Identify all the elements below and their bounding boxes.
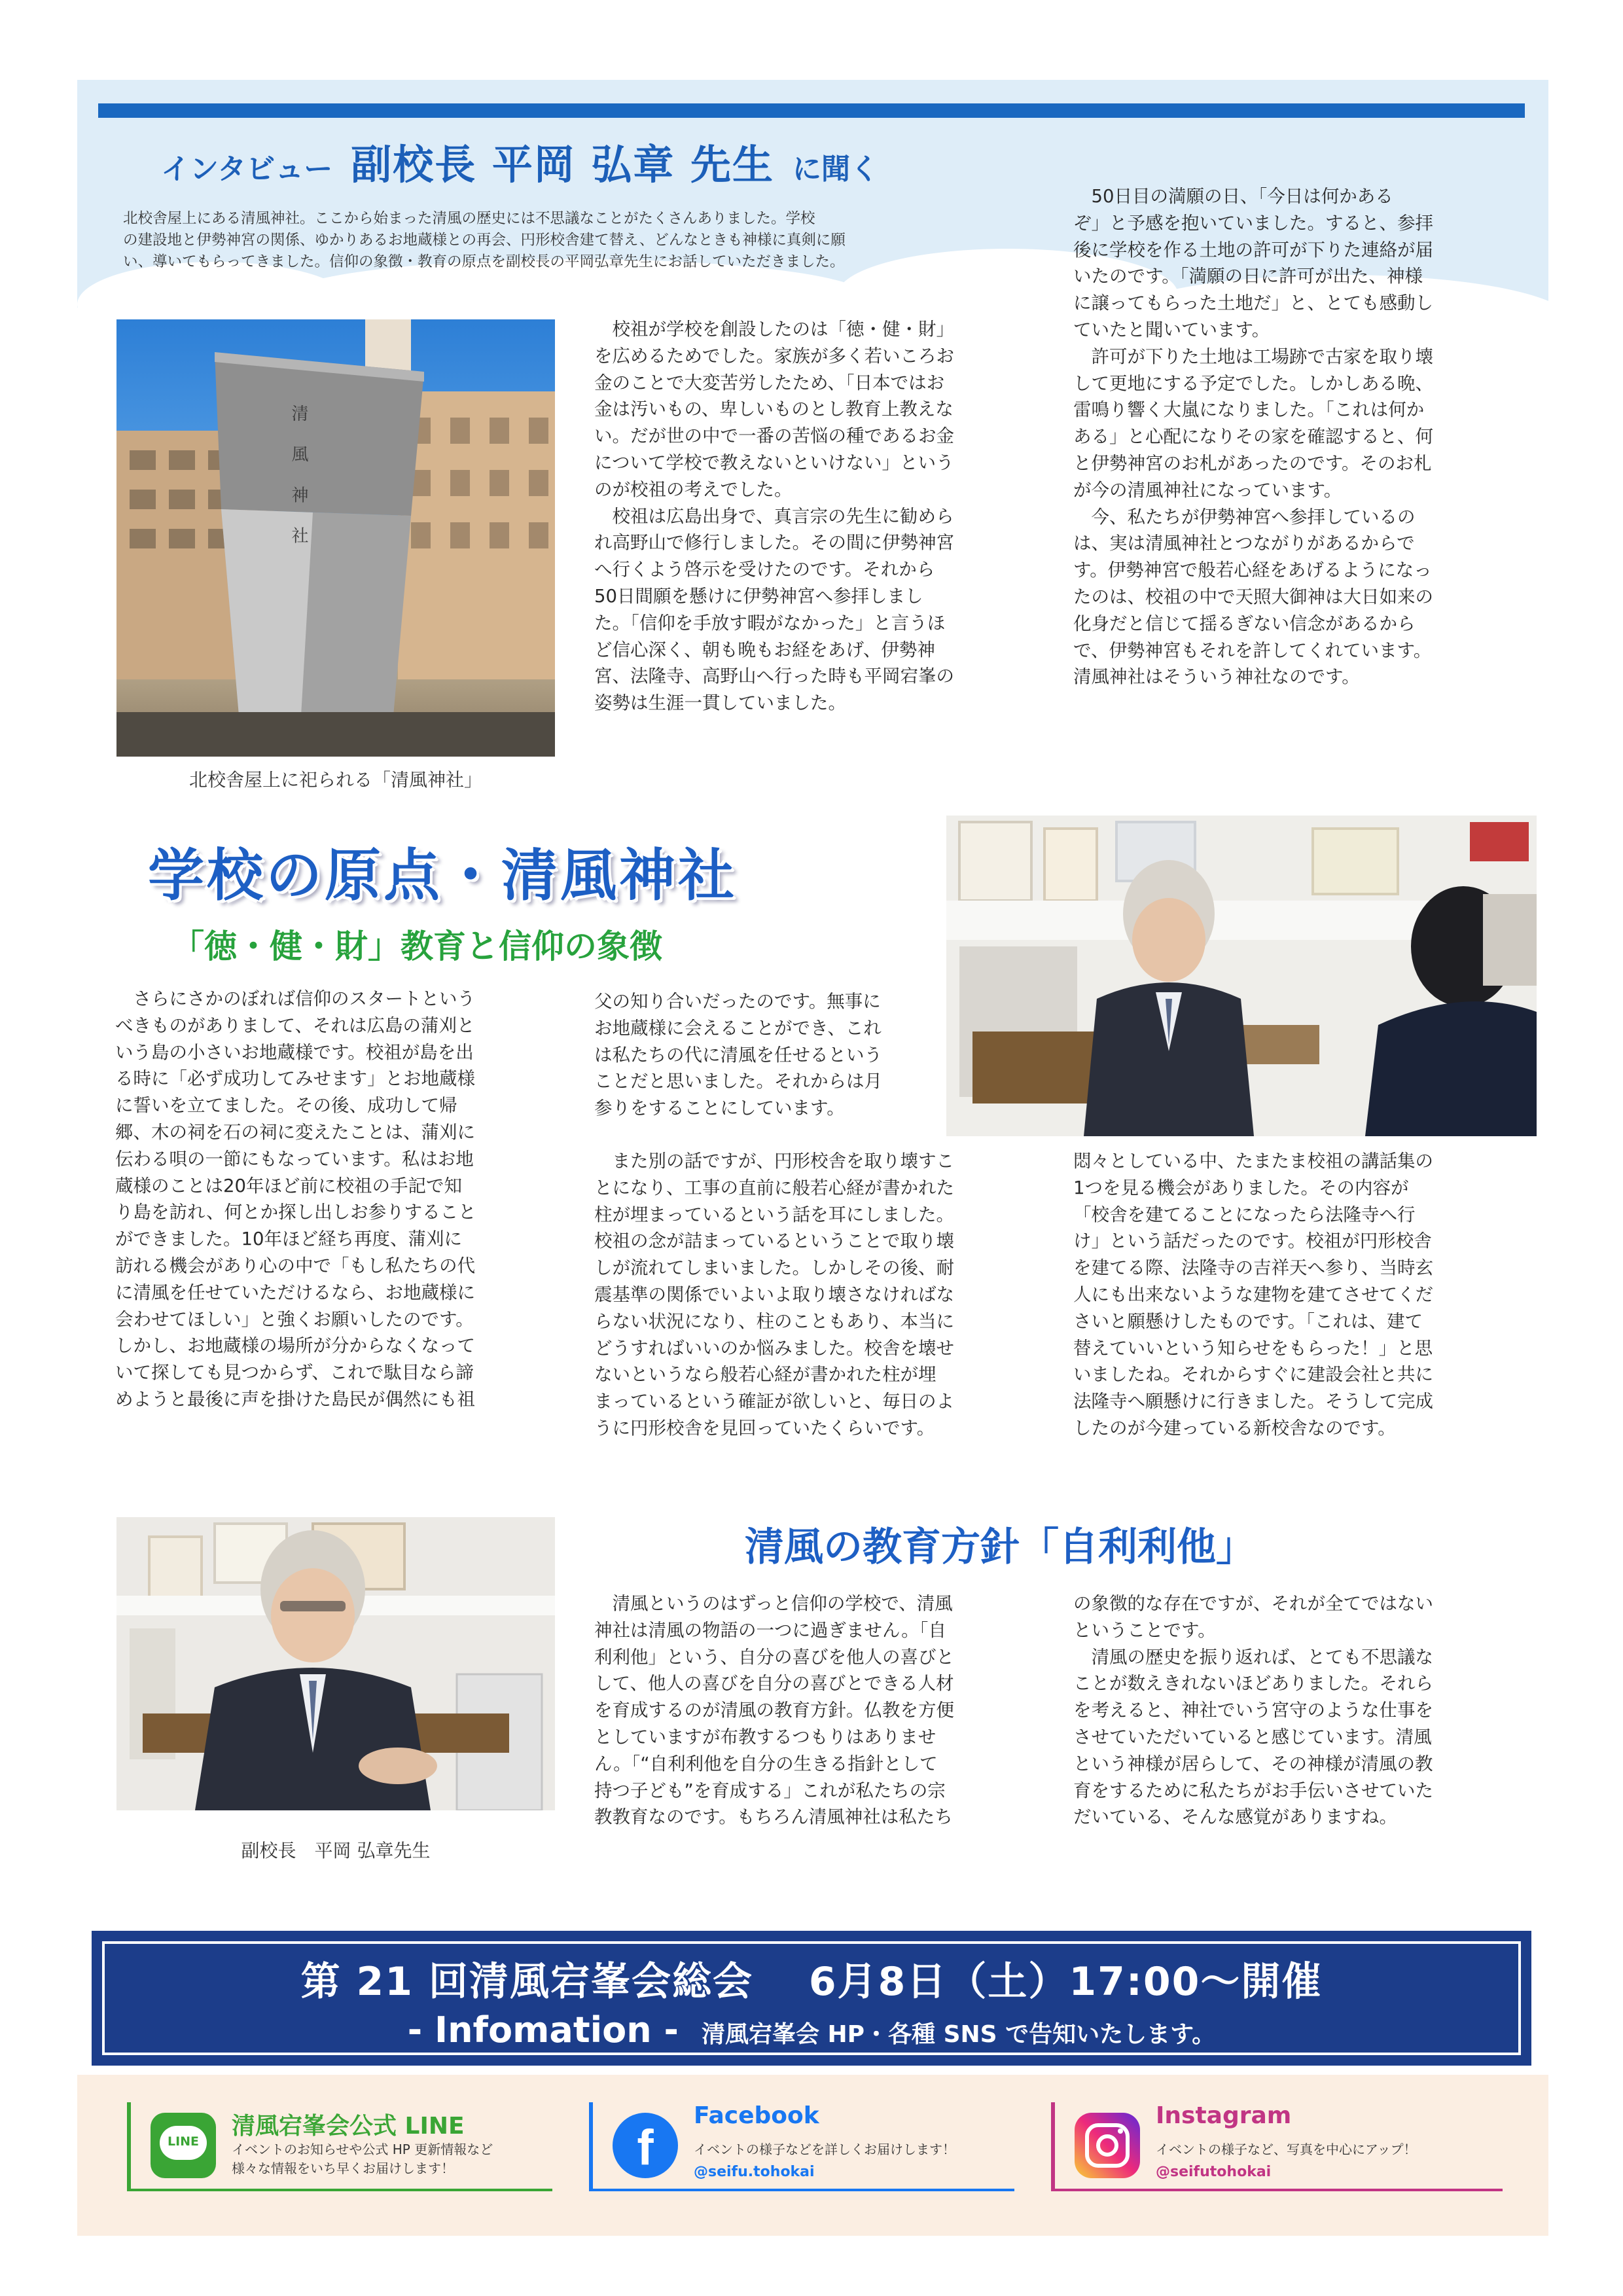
article-line: ができました。10年ほど経ち再度、蒲刈に (115, 1229, 462, 1250)
sns-instagram[interactable] (1051, 2075, 1503, 2236)
article-line: という神様が居らして、その神様が清風の教 (1073, 1753, 1433, 1774)
article-line: 雷鳴り響く大嵐になりました。「これは何か (1073, 399, 1425, 421)
article-line: 50日目の満願の日、「今日は何かある (1073, 186, 1393, 207)
article-line: へ行くよう啓示を受けたのです。それから (594, 559, 935, 581)
article-line: 化身だと信じて揺るぎない信念があるから (1073, 613, 1416, 634)
article-line: して更地にする予定でした。しかしある晩、 (1073, 372, 1433, 394)
intro-line: 北校舎屋上にある清風神社。ここから始まった清風の歴史には不思議なことがたくさんありました。学校 (123, 210, 815, 227)
article-line: ていたと聞いています。 (1073, 319, 1270, 340)
page-title (161, 132, 879, 191)
article-line: いう島の小さいお地蔵様です。校祖が島を出 (115, 1041, 474, 1063)
article-line: を育成するのが清風の教育方針。仏教を方便 (594, 1700, 954, 1721)
top-rule (98, 103, 1525, 118)
article-line: は私たちの代に清風を任せるという (594, 1044, 882, 1066)
article-line: 神社は清風の物語の一つに過ぎません。「自 (594, 1619, 946, 1641)
sns-line-accent (127, 2102, 131, 2189)
intro-paragraph (123, 208, 1025, 273)
sns-line-underline (127, 2189, 552, 2191)
article-line: 持つ子ども”を育成する」これが私たちの宗 (594, 1780, 946, 1801)
article-line: け」という話だったのです。校祖が円形校舎 (1073, 1230, 1432, 1252)
article-line: しかし、お地蔵様の場所が分からなくなって (115, 1335, 475, 1357)
article-line: 伝わる唄の一節にもなっています。私はお地 (115, 1148, 474, 1170)
article-line: と伊勢神宮のお札があったのです。そのお札 (1073, 452, 1432, 474)
article-line: たのは、校祖の中で天照大御神は大日如来の (1073, 586, 1433, 607)
article-line: さらにさかのぼれば信仰のスタートという (115, 988, 475, 1009)
sns-line-name[interactable]: 清風宕峯会公式 LINE (232, 2113, 465, 2140)
sns-footer (77, 2075, 1548, 2236)
article-line: 蔵様のことは20年ほど前に校祖の手記で知 (115, 1175, 462, 1196)
shrine-photo (116, 319, 555, 757)
article-line: 父の知り合いだったのです。無事に (594, 991, 881, 1012)
sns-facebook-accent (589, 2102, 593, 2189)
article-line: に清風を任せていただけるなら、お地蔵様に (115, 1282, 475, 1303)
article-line: 悶々としている中、たまたま校祖の講話集の (1073, 1151, 1433, 1172)
sns-facebook[interactable] (589, 2075, 1014, 2236)
article-column (594, 316, 1020, 717)
title-suffix: に聞く (793, 152, 880, 186)
info-tag: - Infomation - (407, 2009, 679, 2051)
facebook-icon[interactable] (613, 2113, 678, 2178)
article-line: めようと最後に声を掛けた島民が偶然にも祖 (115, 1388, 475, 1410)
article-line: ぞ」と予感を抱いていました。すると、参拝 (1073, 212, 1433, 234)
article-line: 教教育なのです。もちろん清風神社は私たち (594, 1806, 953, 1828)
article-line: らない状況になり、柱のこともあり、本当に (594, 1310, 954, 1332)
article-line: 育をするために私たちがお手伝いさせていた (1073, 1780, 1433, 1801)
article-line: り島を訪れ、何とか探し出しお参りすること (115, 1202, 476, 1223)
instagram-icon-lens (1096, 2134, 1118, 2157)
article-line: うに円形校舎を見回っていたくらいです。 (594, 1417, 935, 1439)
article-line: 会わせてほしい」と強くお願いしたのです。 (115, 1308, 474, 1330)
article-line: のが校祖の考えでした。 (594, 478, 793, 500)
event-banner (92, 1931, 1531, 2066)
intro-line: い、導いてもらってきました。信仰の象徴・教育の原点を副校長の平岡弘章先生にお話していただきました。 (123, 253, 845, 270)
article-line: 宮、法隆寺、高野山へ行った時も平岡宕峯の (594, 666, 954, 687)
shrine-illustration (116, 319, 555, 757)
article-line: を建てる際、法隆寺の吉祥天へ参り、当時玄 (1073, 1257, 1433, 1279)
article-line: が今の清風神社になっています。 (1073, 479, 1342, 501)
article-line: ど信心深く、朝も晩もお経をあげ、伊勢神 (594, 639, 935, 660)
article-line: さいと願懸けしたものです。「これは、建て (1073, 1310, 1423, 1332)
info-text: 清風宕峯会 HP・各種 SNS で告知いたします。 (702, 2021, 1216, 2048)
article-line: 震基準の関係でいよいよ取り壊さなければな (594, 1283, 954, 1305)
article-line: ということです。 (1073, 1619, 1216, 1641)
article-line: 「校舎を建てることになったら法隆寺へ行 (1073, 1204, 1416, 1225)
article-line: 50日間願を懸けに伊勢神宮へ参拝しまし (594, 585, 923, 607)
article-line: 後に学校を作る土地の許可が下りた連絡が届 (1073, 239, 1433, 260)
article-line: まっているという確証が欲しいと、毎日のよ (594, 1391, 954, 1412)
article-line: 校祖が学校を創設したのは「徳・健・財」 (594, 319, 954, 340)
article-column (1073, 1148, 1499, 1442)
intro-line: の建設地と伊勢神宮の関係、ゆかりあるお地蔵様との再会、円形校舎建て替え、どんなときも神様に真剣に願 (123, 232, 846, 249)
article-line: 今、私たちが伊勢神宮へ参拝しているの (1073, 506, 1416, 528)
sns-line-desc-line: 様々な情報をいち早くお届けします！ (232, 2161, 454, 2176)
article-line: いて探しても見つからず、これで駄目なら諦 (115, 1362, 474, 1384)
sns-instagram-desc: イベントの様子など、写真を中心にアップ！ (1156, 2142, 1417, 2157)
article-line: 1つを見る機会がありました。その内容が (1073, 1177, 1409, 1198)
article-line: したのが今建っている新校舎なのです。 (1073, 1417, 1396, 1439)
article-column (594, 1590, 1020, 1831)
article-line: 利利他」という、自分の喜びを他人の喜びと (594, 1646, 954, 1668)
article-line: る時に「必ず成功してみせます」とお地蔵様 (115, 1068, 475, 1090)
line-icon-label: LINE (167, 2134, 200, 2149)
section-heading-main: 学校の原点・清風神社 (148, 843, 737, 908)
article-line: 法隆寺へ願懸けに行きました。そうして完成 (1073, 1391, 1433, 1412)
sns-line[interactable] (127, 2075, 552, 2236)
article-line: は、実は清風神社とつながりがあるからで (1073, 533, 1415, 554)
article-line: 清風神社はそういう神社なのです。 (1073, 666, 1360, 688)
article-line: の象徴的な存在ですが、それが全てではない (1073, 1593, 1433, 1614)
article-line: 柱が埋まっているという話を耳にしました。 (594, 1204, 954, 1225)
section-heading-policy: 清風の教育方針「自利利他」 (745, 1524, 1255, 1570)
article-line: に譲ってもらった土地だ」と、とても感動し (1073, 293, 1433, 314)
event-banner-frame (102, 1941, 1521, 2055)
sns-instagram-accent (1051, 2102, 1055, 2189)
article-line: 参りをすることにしています。 (594, 1098, 845, 1119)
article-line: して、他人の喜びを自分の喜びとできる人材 (594, 1673, 954, 1695)
article-line: ある」と心配になりその家を確認すると、何 (1073, 426, 1433, 448)
article-line: また別の話ですが、円形校舎を取り壊すこ (594, 1151, 954, 1172)
article-line: を考えると、神社でいう宮守のような仕事を (1073, 1700, 1433, 1721)
title-interviewee: 副校長 平岡 弘章 先生 (351, 141, 775, 188)
instagram-icon[interactable] (1075, 2113, 1140, 2178)
article-line: 金のことで大変苦労したため、「日本ではお (594, 372, 945, 393)
info-line (105, 2009, 1518, 2051)
article-line: とになり、工事の直前に般若心経が書かれた (594, 1177, 954, 1198)
event-announcement: 第 21 回清風宕峯会総会 6月8日（土）17:00〜開催 (300, 1959, 1323, 2005)
article-line: どうすればいいのか悩みました。校舎を壊せ (594, 1337, 954, 1359)
article-line: 替えていいという知らせをもらった！」と思 (1073, 1337, 1433, 1359)
facebook-icon-f: f (637, 2120, 654, 2176)
article-line: 郷、木の祠を石の祠に変えたことは、蒲刈に (115, 1121, 475, 1143)
article-line: いましたね。それからすぐに建設会社と共に (1073, 1364, 1433, 1386)
article-line: しが流れてしまいました。しかしその後、耐 (594, 1257, 954, 1279)
article-line: だいている、そんな感覚がありますね。 (1073, 1806, 1397, 1828)
article-line: ことが数えきれないほどありました。それら (1073, 1673, 1433, 1695)
article-line: としていますが布教するつもりはありませ (594, 1726, 936, 1748)
instagram-icon-dot (1118, 2128, 1123, 2134)
title-interview-label: インタビュー (161, 152, 333, 186)
article-line: 校祖の念が詰まっているということで取り壊 (594, 1230, 954, 1252)
article-line: について学校で教えないといけない」という (594, 452, 954, 473)
article-line: べきものがありまして、それは広島の蒲刈と (115, 1014, 475, 1036)
sns-line-desc (232, 2140, 493, 2178)
line-icon[interactable] (151, 2113, 216, 2178)
article-line: 清風というのはずっと信仰の学校で、清風 (594, 1593, 953, 1614)
article-line: 訪れる機会があり心の中で「もし私たちの代 (115, 1255, 475, 1276)
sns-facebook-desc: イベントの様子などを詳しくお届けします！ (694, 2142, 955, 2157)
sns-instagram-name[interactable]: Instagram (1156, 2102, 1292, 2129)
article-line: ないというなら般若心経が書かれた柱が埋 (594, 1364, 936, 1386)
article-column (115, 986, 541, 1413)
portrait-photo-caption: 副校長 平岡 弘章先生 (241, 1840, 431, 1861)
article-column (594, 1148, 1020, 1442)
section-subheading: 「徳・健・財」教育と信仰の象徴 (171, 927, 662, 965)
interview-illustration (946, 816, 1537, 1136)
sns-instagram-handle[interactable]: @seifutohokai (1156, 2164, 1272, 2180)
article-line: ことだと思いました。それからは月 (594, 1071, 882, 1092)
article-column (1073, 183, 1499, 691)
article-line: お地蔵様に会えることができ、これ (594, 1017, 882, 1039)
shrine-photo-caption: 北校舎屋上に祀られる「清風神社」 (188, 769, 482, 791)
article-line: 人にも出来ないような建物を建てさせてくだ (1073, 1283, 1433, 1305)
article-line: を広めるためでした。家族が多く若いころお (594, 345, 954, 367)
article-line: た。「信仰を手放す暇がなかった」と言うほ (594, 612, 946, 634)
article-line: させていただいていると感じています。清風 (1073, 1726, 1432, 1748)
article-line: 校祖は広島出身で、真言宗の先生に勧めら (594, 505, 954, 527)
stone-inscription: 清 風 神 社 (289, 404, 308, 553)
portrait-photo (116, 1517, 555, 1810)
article-column (1073, 1590, 1499, 1831)
sns-instagram-underline (1051, 2189, 1503, 2191)
article-line: いたのです。「満願の日に許可が出た、神様 (1073, 266, 1423, 287)
sns-facebook-underline (589, 2189, 1014, 2191)
sns-facebook-name[interactable]: Facebook (694, 2102, 819, 2129)
article-line: に誓いを立てました。その後、成功して帰 (115, 1095, 457, 1117)
article-line: い。だが世の中で一番の苦悩の種であるお金 (594, 425, 954, 447)
sns-facebook-handle[interactable]: @seifu.tohokai (694, 2164, 815, 2180)
article-line: で、伊勢神宮もそれを許してくれています。 (1073, 639, 1432, 661)
article-column (594, 988, 941, 1122)
article-line: 許可が下りた土地は工場跡で古家を取り壊 (1073, 346, 1433, 367)
article-line: 金は汚いもの、卑しいものとし教育上教えな (594, 399, 954, 420)
article-line: ん。「“自利利他を自分の生きる指針として (594, 1753, 938, 1774)
article-line: 姿勢は生涯一貫していました。 (594, 692, 846, 714)
article-line: れ高野山で修行しました。その間に伊勢神宮 (594, 532, 954, 554)
article-line: す。伊勢神宮で般若心経をあげるようになっ (1073, 560, 1432, 581)
interview-photo (946, 816, 1537, 1136)
sns-line-desc-line: イベントのお知らせや公式 HP 更新情報など (232, 2142, 493, 2157)
article-line: 清風の歴史を振り返れば、とても不思議な (1073, 1646, 1433, 1668)
portrait-illustration (116, 1517, 555, 1810)
